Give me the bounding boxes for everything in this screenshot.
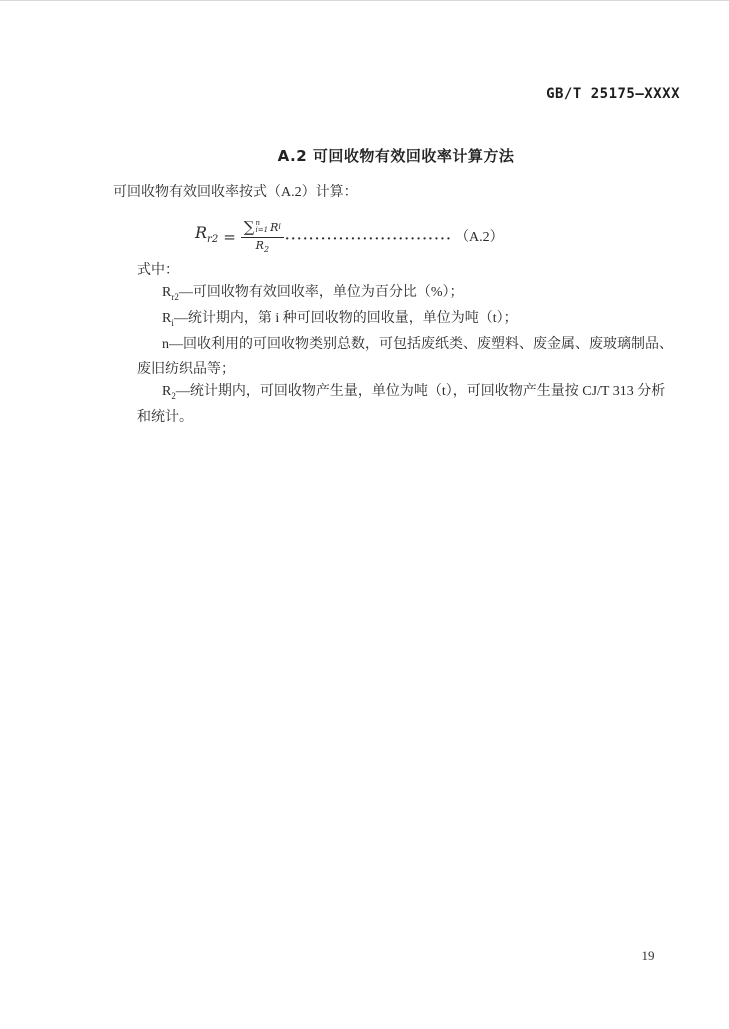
formula bbox=[195, 214, 679, 260]
document-body bbox=[113, 182, 679, 429]
page-top-edge bbox=[0, 0, 729, 1]
sum-upper-limit: n bbox=[255, 219, 261, 228]
fraction-denominator: $R_2$ bbox=[255, 238, 270, 255]
definition-line-n: n—回收利用的可回收物类别总数，可包括废纸类、废塑料、废金属、废玻璃制品、废旧纺织品等； bbox=[137, 336, 673, 378]
fraction-numerator: ∑ n i=1 R i bbox=[241, 220, 284, 238]
intro-paragraph: 可回收物有效回收率按式（A.2）计算： bbox=[113, 185, 358, 200]
formula-number-label: （A.2） bbox=[455, 230, 504, 245]
sum-limits bbox=[256, 220, 269, 234]
page-number: 19 bbox=[641, 948, 655, 963]
standard-number-header: GB/T 25175—XXXX bbox=[546, 86, 680, 102]
dot-leader: ···························· bbox=[284, 232, 453, 247]
section-title: A.2 可回收物有效回收率计算方法 bbox=[277, 147, 515, 165]
sum-lower-limit: i=1 bbox=[255, 226, 269, 235]
sum-symbol: ∑ bbox=[243, 217, 255, 236]
where-label: 式中： bbox=[137, 263, 179, 278]
formula-fraction bbox=[241, 217, 284, 255]
definition-line-ri: $R_i—$统计期内，第 i 种可回收物的回收量，单位为吨（t）； bbox=[162, 310, 518, 328]
numerator-variable: R bbox=[270, 220, 279, 234]
equals-sign: = bbox=[223, 228, 236, 246]
formula-lhs: $R_{r2}$ bbox=[195, 223, 219, 246]
definition-line-rr2: $R_{r2}—$可回收物有效回收率，单位为百分比（%）； bbox=[162, 285, 464, 302]
definition-line-r2: $R_2—$统计期内，可回收物产生量，单位为吨（t），可回收物产生量按 CJ/T 313 分析和统计。 bbox=[137, 384, 666, 426]
